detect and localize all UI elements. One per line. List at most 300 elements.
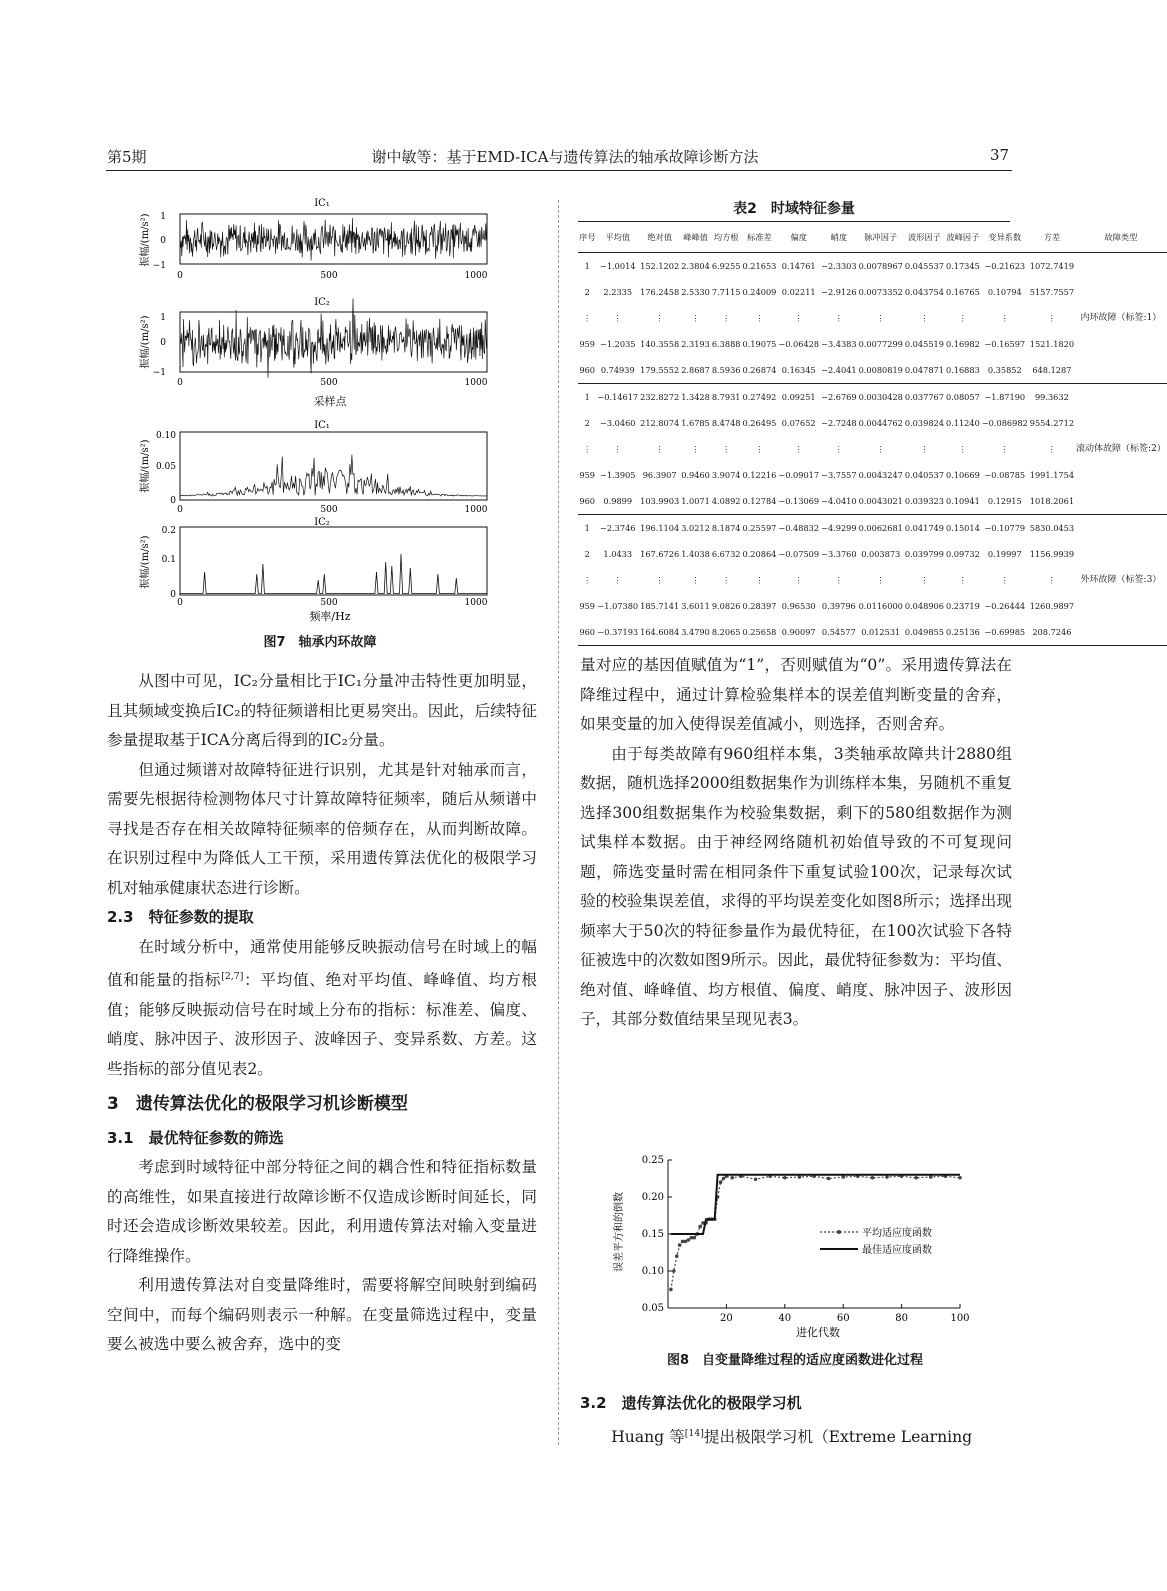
table-cell: 9.0826 — [711, 601, 741, 611]
table-cell: 0.25597 — [742, 523, 777, 533]
table-cell: 0.17345 — [945, 261, 980, 271]
section-heading-3-1: 3.1 最优特征参数的筛选 — [107, 1128, 284, 1147]
table-cell: −1.2035 — [599, 339, 636, 349]
svg-text:0.10: 0.10 — [155, 431, 176, 441]
panel-title: IC₂ — [314, 297, 330, 308]
section-heading-2-3: 2.3 特征参数的提取 — [107, 908, 254, 926]
table-cell: 959 — [579, 339, 596, 349]
table-cell: −0.48832 — [778, 523, 820, 533]
svg-text:0: 0 — [170, 590, 176, 600]
table-cell: −0.07509 — [778, 549, 820, 559]
table-cell: 3.6011 — [681, 601, 710, 611]
table-cell: 9554.2712 — [1029, 418, 1075, 428]
svg-text:1000: 1000 — [464, 598, 488, 608]
figure7-caption: 图7 轴承内环故障 — [263, 635, 377, 650]
table-cell: 0.0116000 — [858, 601, 903, 611]
table-cell: −2.9126 — [821, 287, 857, 297]
table-cell: 96.3907 — [642, 470, 677, 480]
y-tick-label: 0.15 — [641, 1229, 664, 1240]
y-axis-label: 振幅/(m/s²) — [140, 315, 151, 369]
table-cell: 0.045537 — [904, 261, 944, 271]
table-cell: ⋮ — [958, 444, 967, 454]
paragraph: Huang 等[14]提出极限学习机（Extreme Learning — [611, 1427, 973, 1446]
table-cell: 1 — [584, 261, 590, 271]
table-cell: 1.0433 — [603, 549, 633, 559]
svg-text:0: 0 — [177, 505, 183, 515]
column-header: 序号 — [578, 222, 596, 253]
table-cell: ⋮ — [722, 444, 731, 454]
table-cell: 164.6084 — [639, 619, 680, 646]
x-tick-label: 100 — [950, 1313, 970, 1324]
svg-text:0: 0 — [177, 598, 183, 608]
table-cell: −0.69985 — [981, 619, 1029, 646]
table-cell: 0.25658 — [742, 619, 778, 646]
table-cell: 8.5936 — [711, 357, 742, 384]
svg-text:−1: −1 — [152, 368, 166, 378]
fault-type-cell: 内环故障（标签:1） — [1075, 253, 1167, 384]
table-cell: −3.4383 — [821, 339, 857, 349]
table-cell: −3.3760 — [821, 549, 857, 559]
svg-text:500: 500 — [320, 505, 338, 515]
table-cell: 1.0071 — [680, 488, 711, 515]
page-number: 37 — [990, 146, 1010, 164]
table-cell: 0.037767 — [904, 392, 944, 402]
series-mean-point — [827, 1177, 831, 1181]
series-mean-point — [678, 1243, 682, 1247]
svg-text:1000: 1000 — [464, 271, 488, 281]
table-cell: 0.09732 — [945, 549, 980, 559]
table-cell: 1260.9897 — [1029, 601, 1075, 611]
table-cell: ⋮ — [583, 575, 592, 585]
y-tick-label: 0.25 — [641, 1155, 664, 1166]
fault-type-cell: 滚动体故障（标签:2） — [1075, 384, 1167, 515]
svg-text:1: 1 — [160, 212, 166, 222]
table-cell: 5830.0453 — [1029, 523, 1075, 533]
header-rule — [106, 170, 1012, 171]
table-cell: 3.4790 — [680, 619, 711, 646]
column-header: 脉冲因子 — [858, 222, 904, 253]
legend-item: 最佳适应度函数 — [862, 1245, 932, 1256]
table-cell: −2.6769 — [821, 392, 857, 402]
svg-text:500: 500 — [320, 378, 338, 388]
table-cell: 1 — [584, 523, 590, 533]
table-cell: 0.040537 — [904, 470, 944, 480]
table-cell: −2.7248 — [821, 418, 857, 428]
table-cell: 960 — [578, 619, 596, 646]
svg-text:0.2: 0.2 — [161, 526, 176, 536]
table2-wrapper — [578, 221, 1166, 646]
table-cell: ⋮ — [1047, 575, 1056, 585]
series-mean-point — [719, 1180, 723, 1184]
table-cell: ⋮ — [691, 575, 700, 585]
ic2-waveform — [180, 299, 487, 378]
y-tick-label: 0.10 — [641, 1266, 664, 1277]
table-cell: 0.21653 — [742, 261, 777, 271]
table-cell: 0.90097 — [777, 619, 820, 646]
table-cell: 8.7931 — [711, 392, 741, 402]
paragraph: 但通过频谱对故障特征进行识别，尤其是针对轴承而言，需要先根据待检测物体尺寸计算故障特征频率，随后从频谱中寻找是否存在相关故障特征频率的倍频存在，从而判断故障。在识别过程中为降低人工干预，采用遗传算法优化的极限学习机对轴承健康状态进行诊断。 — [107, 760, 537, 897]
table-cell: 2.2335 — [603, 287, 633, 297]
series-best-line — [671, 1175, 960, 1234]
table-cell: ⋮ — [876, 575, 885, 585]
column-header: 均方根 — [711, 222, 742, 253]
table-cell: 0.11240 — [945, 418, 980, 428]
table-cell: 0.26495 — [742, 418, 777, 428]
table-cell: 0.23719 — [945, 601, 980, 611]
paragraph: 由于每类故障有960组样本集，3类轴承故障共计2880组数据，随机选择2000组数据集作为训练样本集，另随机不重复选择300组数据集作为校验集数据，剩下的580组数据作为测试集样本数据。由于神经网络随机初始值导致的不可复现问题，筛选变量时需在相同条件下重复试验100次，记录每次试验的校验集误差值，求得的平均误差变化如图8所示；选择出现频率大于50次的特征参量作为最优特征，在100次试验下各特征被选中的次数如图9所示。因此，最优特征参数为：平均值、绝对值、峰峰值、均方根值、偏度、峭度、脉冲因子、波形因子，其部分数值结果呈现见表3。 — [580, 744, 1012, 1028]
column-header: 波峰因子 — [945, 222, 981, 253]
table-cell: −2.3746 — [599, 523, 636, 533]
svg-text:0: 0 — [177, 271, 183, 281]
svg-text:500: 500 — [320, 271, 338, 281]
svg-text:1000: 1000 — [464, 378, 488, 388]
table-cell: ⋮ — [583, 313, 592, 323]
table-cell: 0.12216 — [742, 470, 777, 480]
table-cell: ⋮ — [920, 575, 929, 585]
running-title: 谢中敏等：基于EMD-ICA与遗传算法的轴承故障诊断方法 — [371, 148, 759, 166]
table-cell: 1 — [584, 392, 590, 402]
table-cell: ⋮ — [794, 444, 803, 454]
table-cell: 0.02211 — [781, 287, 816, 297]
table-cell: 0.0062681 — [858, 523, 903, 533]
issue-label: 第5期 — [107, 148, 147, 166]
x-tick-label: 20 — [720, 1313, 733, 1324]
x-tick-label: 80 — [895, 1313, 908, 1324]
table-cell: −1.87190 — [984, 392, 1026, 402]
table-cell: 2.3804 — [681, 261, 710, 271]
column-header: 绝对值 — [639, 222, 680, 253]
table-cell: 959 — [579, 470, 596, 480]
svg-text:1: 1 — [160, 313, 166, 323]
table-cell: 176.2458 — [640, 287, 680, 297]
table-cell: −2.4041 — [820, 357, 858, 384]
paragraph: 量对应的基因值赋值为“1”，否则赋值为“0”。采用遗传算法在降维过程中，通过计算检验集样本的误差值判断变量的舍弃，如果变量的加入使得误差值减小，则选择，否则舍弃。 — [580, 656, 1012, 733]
section-heading-3-2: 3.2 遗传算法优化的极限学习机 — [580, 1394, 802, 1412]
series-mean-point — [692, 1236, 696, 1240]
x-tick-label: 40 — [778, 1313, 792, 1324]
table-cell: 648.1287 — [1029, 357, 1075, 384]
table-cell: ⋮ — [1000, 444, 1009, 454]
svg-text:0.05: 0.05 — [155, 462, 176, 472]
table-cell: ⋮ — [794, 313, 803, 323]
table-cell: ⋮ — [691, 444, 700, 454]
panel-title: IC₁ — [314, 420, 330, 431]
table-cell: ⋮ — [834, 575, 843, 585]
table-cell: 0.28397 — [742, 601, 777, 611]
table-cell: ⋮ — [613, 575, 622, 585]
table-cell: ⋮ — [722, 575, 731, 585]
table-cell: 1.6785 — [681, 418, 710, 428]
table-cell: 208.7246 — [1029, 619, 1075, 646]
figure7-panels — [130, 192, 510, 622]
table-cell: 2 — [584, 418, 590, 428]
table-cell: 7.7115 — [711, 287, 741, 297]
paragraph: 考虑到时域特征中部分特征之间的耦合性和特征指标数量的高维性，如果直接进行故障诊断不仅造成诊断时间延长，同时还会造成诊断效果较差。因此，利用遗传算法对输入变量进行降维操作。 — [107, 1158, 537, 1265]
table-cell: 0.14761 — [781, 261, 816, 271]
table-cell: 960 — [578, 357, 596, 384]
table-cell: 0.039323 — [904, 488, 945, 515]
table-cell: ⋮ — [755, 444, 764, 454]
fig7-panel-ic2-spectrum — [138, 517, 488, 623]
table-cell: 2 — [584, 549, 590, 559]
table-cell: 0.043754 — [904, 287, 944, 297]
table-cell: ⋮ — [583, 444, 592, 454]
table-cell: 0.039824 — [904, 418, 944, 428]
table-cell: ⋮ — [958, 575, 967, 585]
table-cell: −0.37193 — [596, 619, 639, 646]
table-cell: 6.3888 — [711, 339, 741, 349]
table-cell: −0.21623 — [984, 261, 1026, 271]
y-tick-label: 0.20 — [641, 1192, 664, 1203]
table-cell: 232.8272 — [640, 392, 680, 402]
svg-text:0: 0 — [170, 496, 176, 506]
table-cell: 8.1874 — [711, 523, 741, 533]
table-cell: 0.0080819 — [858, 357, 904, 384]
table-cell: 0.9460 — [681, 470, 710, 480]
table-cell: −4.9299 — [821, 523, 857, 533]
table-cell: 4.0892 — [711, 488, 742, 515]
svg-text:−1: −1 — [152, 261, 166, 271]
x-axis-label: 频率/Hz — [309, 610, 351, 623]
series-mean-point — [958, 1176, 962, 1180]
table-cell: 185.7141 — [640, 601, 680, 611]
table-cell: 0.19075 — [742, 339, 777, 349]
table-cell: ⋮ — [1000, 575, 1009, 585]
table-cell: 140.3558 — [640, 339, 680, 349]
table-row — [578, 253, 1167, 280]
citation: [14] — [684, 1427, 704, 1439]
table-cell: −0.14617 — [597, 392, 639, 402]
table-cell: 0.12915 — [981, 488, 1029, 515]
table-cell: 0.09251 — [781, 392, 816, 402]
table-cell: ⋮ — [613, 444, 622, 454]
table-cell: 0.10669 — [945, 470, 980, 480]
svg-text:0: 0 — [177, 378, 183, 388]
table-row — [578, 384, 1167, 411]
table-cell: 0.012531 — [858, 619, 904, 646]
table-cell: −2.3303 — [821, 261, 857, 271]
section-heading-3: 3 遗传算法优化的极限学习机诊断模型 — [107, 1094, 408, 1115]
right-column-bottom — [580, 1389, 1012, 1452]
table-cell: 6.9255 — [711, 261, 741, 271]
table-cell: ⋮ — [958, 313, 967, 323]
table-cell: −0.06428 — [778, 339, 820, 349]
table-cell: ⋮ — [755, 575, 764, 585]
table-cell: 152.1202 — [640, 261, 680, 271]
table-cell: 1.4038 — [681, 549, 710, 559]
panel-title: IC₂ — [314, 517, 330, 528]
table-cell: 0.39796 — [821, 601, 856, 611]
fig7-panel-ic2-time — [138, 297, 488, 408]
table-cell: 0.047871 — [904, 357, 945, 384]
table-cell: 959 — [579, 601, 596, 611]
ic1-waveform — [180, 218, 487, 260]
table-cell: ⋮ — [834, 313, 843, 323]
table-cell: 103.9903 — [639, 488, 680, 515]
table-cell: −0.09017 — [778, 470, 820, 480]
table-cell: 99.3632 — [1034, 392, 1069, 402]
series-mean-point — [914, 1176, 918, 1180]
series-mean-point — [730, 1176, 734, 1180]
table-cell: 960 — [578, 488, 596, 515]
table-cell: 1991.1754 — [1029, 470, 1075, 480]
table-cell: 0.54577 — [820, 619, 858, 646]
table-cell: 0.0077299 — [858, 339, 903, 349]
column-header: 峰峰值 — [680, 222, 711, 253]
table-cell: 0.27492 — [742, 392, 777, 402]
column-header: 变异系数 — [981, 222, 1029, 253]
paragraph: 在时域分析中，通常使用能够反映振动信号在时域上的幅值和能量的指标[2,7]：平均值、绝对平均值、峰峰值、均方根值；能够反映振动信号在时域上分布的指标：标准差、偏度、峭度、脉冲因子、波形因子、波峰因子、变异系数、方差。这些指标的部分值见表2。 — [107, 937, 537, 1078]
y-axis-label: 振幅/(m/s²) — [140, 213, 151, 267]
legend-item: 平均适应度函数 — [862, 1228, 932, 1239]
table-cell: 0.045519 — [904, 339, 944, 349]
table-cell: −0.086982 — [981, 418, 1028, 428]
column-header: 方差 — [1029, 222, 1075, 253]
y-axis-label: 误差平方和的倒数 — [614, 1192, 625, 1272]
table-cell: 8.2065 — [711, 619, 742, 646]
figure8-chart — [600, 1150, 990, 1345]
legend — [820, 1226, 932, 1256]
table-cell: 0.0043247 — [858, 470, 903, 480]
svg-text:500: 500 — [320, 598, 338, 608]
table-cell: 0.19997 — [987, 549, 1022, 559]
table-cell: 0.0073352 — [858, 287, 903, 297]
series-mean-point — [722, 1177, 726, 1181]
series-mean-point — [672, 1269, 676, 1273]
ic1-spectrum — [180, 455, 487, 496]
table-cell: 0.26874 — [742, 357, 778, 384]
table-cell: 0.048906 — [904, 601, 944, 611]
x-tick-label: 60 — [836, 1313, 850, 1324]
ic2-spectrum — [180, 554, 487, 594]
svg-text:1000: 1000 — [464, 505, 488, 515]
table-cell: 0.96530 — [781, 601, 816, 611]
table-cell: 1.3428 — [681, 392, 710, 402]
table-cell: 196.1104 — [640, 523, 680, 533]
table-cell: −1.3905 — [599, 470, 636, 480]
table-cell: 0.003873 — [861, 549, 901, 559]
table-cell: 212.8074 — [640, 418, 680, 428]
figure8-caption: 图8 自变量降维过程的适应度函数进化过程 — [666, 1353, 924, 1368]
table-cell: 0.041749 — [904, 523, 944, 533]
table-cell: 0.0043021 — [858, 488, 904, 515]
y-tick-label: 0.05 — [641, 1303, 664, 1314]
fault-type-cell: 外环故障（标签:3） — [1075, 515, 1167, 646]
table-cell: 2.3193 — [681, 339, 710, 349]
right-column-top — [580, 651, 1012, 1035]
table-cell: 0.049855 — [904, 619, 945, 646]
table-cell: 1072.7419 — [1029, 261, 1075, 271]
table-cell: 0.20864 — [742, 549, 777, 559]
table-cell: ⋮ — [876, 313, 885, 323]
table-cell: ⋮ — [613, 313, 622, 323]
series-mean-point — [871, 1176, 875, 1180]
table-cell: 3.9074 — [711, 470, 741, 480]
left-column — [107, 667, 537, 1360]
table-cell: −3.0460 — [599, 418, 636, 428]
fig7-panel-ic1-spectrum — [138, 420, 488, 515]
column-header: 波形因子 — [904, 222, 945, 253]
table-cell: 0.9899 — [596, 488, 639, 515]
table-cell: 2.5330 — [681, 287, 710, 297]
table-cell: 0.12784 — [742, 488, 778, 515]
table-cell: 0.0030428 — [858, 392, 903, 402]
table-cell: 0.07652 — [781, 418, 816, 428]
table-cell: −0.08785 — [984, 470, 1026, 480]
table-cell: −0.10779 — [984, 523, 1026, 533]
y-axis-label: 振幅/(m/s²) — [140, 439, 151, 493]
fig7-panel-ic1-time — [138, 198, 488, 281]
table-cell: −0.13069 — [777, 488, 820, 515]
table-cell: 1521.1820 — [1029, 339, 1075, 349]
table-cell: 0.0044762 — [858, 418, 903, 428]
x-axis-label: 采样点 — [313, 395, 347, 408]
column-header: 标准差 — [742, 222, 778, 253]
table-cell: 1156.9939 — [1029, 549, 1075, 559]
table-cell: ⋮ — [920, 444, 929, 454]
table-cell: 0.10794 — [987, 287, 1022, 297]
table-header-row — [578, 222, 1167, 253]
table2 — [578, 222, 1167, 646]
table-cell: ⋮ — [655, 575, 664, 585]
table-cell: ⋮ — [834, 444, 843, 454]
paragraph: 利用遗传算法对自变量降维时，需要将解空间映射到编码空间中，而每个编码则表示一种解。在变量筛选过程中，变量要么被选中要么被舍弃，选中的变 — [107, 1276, 537, 1354]
table-cell: ⋮ — [655, 444, 664, 454]
table-cell: 0.24009 — [742, 287, 777, 297]
table-row — [578, 515, 1167, 542]
table-cell: 0.35852 — [981, 357, 1029, 384]
table-cell: ⋮ — [876, 444, 885, 454]
y-axis-label: 振幅/(m/s²) — [140, 535, 151, 589]
table-cell: −0.26444 — [984, 601, 1026, 611]
table-cell: −1.0014 — [599, 261, 636, 271]
table-cell: 2.8687 — [680, 357, 711, 384]
table-cell: ⋮ — [655, 313, 664, 323]
svg-text:0: 0 — [160, 338, 166, 348]
table-cell: 2 — [584, 287, 590, 297]
column-header: 平均值 — [596, 222, 639, 253]
table-cell: 0.16765 — [945, 287, 980, 297]
table-cell: ⋮ — [722, 313, 731, 323]
table-cell: 167.6726 — [640, 549, 680, 559]
paragraph: 从图中可见，IC₂分量相比于IC₁分量冲击特性更加明显，且其频域变换后IC₂的特征频谱相比更易突出。因此，后续特征参量提取基于ICA分离后得到的IC₂分量。 — [107, 672, 537, 749]
series-mean-point — [669, 1288, 673, 1292]
table-cell: ⋮ — [794, 575, 803, 585]
table-cell: 179.5552 — [639, 357, 680, 384]
table-cell: 0.25136 — [945, 619, 981, 646]
table-cell: 0.0078967 — [858, 261, 903, 271]
table-cell: ⋮ — [1000, 313, 1009, 323]
table-cell: ⋮ — [1047, 313, 1056, 323]
table-cell: 0.08057 — [945, 392, 980, 402]
table-cell: −3.7557 — [821, 470, 857, 480]
panel-title: IC₁ — [314, 198, 330, 209]
column-header: 故障类型 — [1075, 222, 1167, 253]
column-header: 偏度 — [777, 222, 820, 253]
series-mean-point — [698, 1225, 702, 1229]
series-mean-point — [675, 1254, 679, 1258]
table-cell: ⋮ — [1047, 444, 1056, 454]
table-cell: ⋮ — [691, 313, 700, 323]
table-cell: ⋮ — [920, 313, 929, 323]
table-cell: 3.0212 — [681, 523, 710, 533]
table2-caption: 表2 时域特征参量 — [733, 201, 855, 217]
table-cell: 0.16982 — [945, 339, 980, 349]
table-cell: ⋮ — [755, 313, 764, 323]
column-header: 峭度 — [820, 222, 858, 253]
table-cell: 0.16883 — [945, 357, 981, 384]
table-cell: 0.74939 — [596, 357, 639, 384]
